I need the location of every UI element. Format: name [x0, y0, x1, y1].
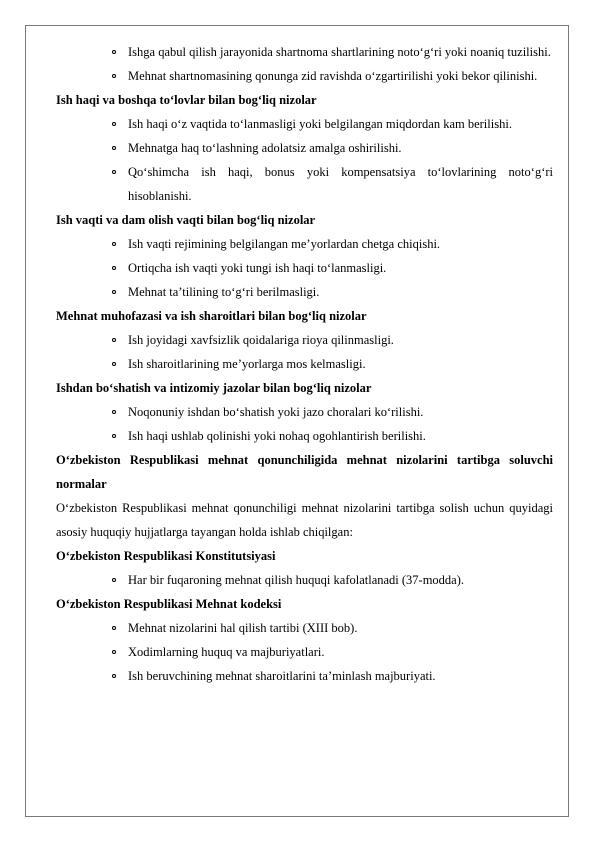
list-item	[56, 64, 553, 88]
list-item-text: Mehnat ta’tilining to‘g‘ri berilmasligi.	[128, 285, 320, 299]
list-item	[56, 400, 553, 424]
list-item-text: Ish joyidagi xavfsizlik qoidalariga rioya qilinmasligi.	[128, 333, 394, 347]
bullet-icon	[112, 242, 116, 246]
section-heading: Mehnat muhofazasi va ish sharoitlari bilan bog‘liq nizolar	[56, 309, 367, 323]
section-heading: O‘zbekiston Respublikasi mehnat qonunchiligida mehnat nizolarini tartibga soluvchi normalar	[56, 453, 553, 491]
document-body	[56, 40, 553, 688]
bullet-icon	[112, 146, 116, 150]
bullet-icon	[112, 122, 116, 126]
bullet-icon	[112, 338, 116, 342]
bullet-icon	[112, 362, 116, 366]
list-item	[56, 160, 553, 208]
bullet-icon	[112, 626, 116, 630]
list-item	[56, 568, 553, 592]
bullet-icon	[112, 74, 116, 78]
list-item-text: Noqonuniy ishdan bo‘shatish yoki jazo choralari ko‘rilishi.	[128, 405, 424, 419]
bullet-icon	[112, 578, 116, 582]
section-heading: Ishdan bo‘shatish va intizomiy jazolar bilan bog‘liq nizolar	[56, 381, 372, 395]
list-item-text: Xodimlarning huquq va majburiyatlari.	[128, 645, 325, 659]
list-item	[56, 424, 553, 448]
list-item	[56, 640, 553, 664]
bullet-icon	[112, 50, 116, 54]
list-item-text: Ish haqi ushlab qolinishi yoki nohaq ogohlantirish berilishi.	[128, 429, 426, 443]
list-item-text: Ishga qabul qilish jarayonida shartnoma shartlarining noto‘g‘ri yoki noaniq tuzilishi.	[128, 45, 551, 59]
list-item	[56, 280, 553, 304]
list-item-text: Ish sharoitlarining me’yorlarga mos kelmasligi.	[128, 357, 366, 371]
bullet-icon	[112, 410, 116, 414]
list-item	[56, 256, 553, 280]
list-item-text: Mehnat nizolarini hal qilish tartibi (XIII bob).	[128, 621, 358, 635]
list-item	[56, 664, 553, 688]
list-item	[56, 40, 553, 64]
list-item-text: Ortiqcha ish vaqti yoki tungi ish haqi to‘lanmasligi.	[128, 261, 387, 275]
list-item	[56, 328, 553, 352]
bullet-icon	[112, 290, 116, 294]
section-heading: Ish vaqti va dam olish vaqti bilan bog‘liq nizolar	[56, 213, 316, 227]
list-item-text: Ish beruvchining mehnat sharoitlarini ta’minlash majburiyati.	[128, 669, 436, 683]
paragraph: O‘zbekiston Respublikasi mehnat qonunchiligi mehnat nizolarini tartibga solish uchun quyidagi asosiy huquqiy hujjatlarga tayangan holda ishlab chiqilgan:	[56, 501, 553, 539]
bullet-icon	[112, 170, 116, 174]
list-item-text: Ish haqi o‘z vaqtida to‘lanmasligi yoki belgilangan miqdordan kam berilishi.	[128, 117, 512, 131]
list-item-text: Ish vaqti rejimining belgilangan me’yorlardan chetga chiqishi.	[128, 237, 441, 251]
list-item	[56, 232, 553, 256]
list-item	[56, 136, 553, 160]
bullet-icon	[112, 650, 116, 654]
bullet-icon	[112, 434, 116, 438]
list-item	[56, 352, 553, 376]
section-heading: O‘zbekiston Respublikasi Mehnat kodeksi	[56, 597, 282, 611]
list-item-text: Qo‘shimcha ish haqi, bonus yoki kompensatsiya to‘lovlarining noto‘g‘ri hisoblanishi.	[128, 165, 553, 203]
bullet-icon	[112, 674, 116, 678]
section-heading: O‘zbekiston Respublikasi Konstitutsiyasi	[56, 549, 276, 563]
list-item	[56, 112, 553, 136]
list-item	[56, 616, 553, 640]
list-item-text: Mehnat shartnomasining qonunga zid ravishda o‘zgartirilishi yoki bekor qilinishi.	[128, 69, 538, 83]
section-heading: Ish haqi va boshqa to‘lovlar bilan bog‘liq nizolar	[56, 93, 317, 107]
list-item-text: Har bir fuqaroning mehnat qilish huquqi kafolatlanadi (37-modda).	[128, 573, 465, 587]
list-item-text: Mehnatga haq to‘lashning adolatsiz amalga oshirilishi.	[128, 141, 402, 155]
bullet-icon	[112, 266, 116, 270]
